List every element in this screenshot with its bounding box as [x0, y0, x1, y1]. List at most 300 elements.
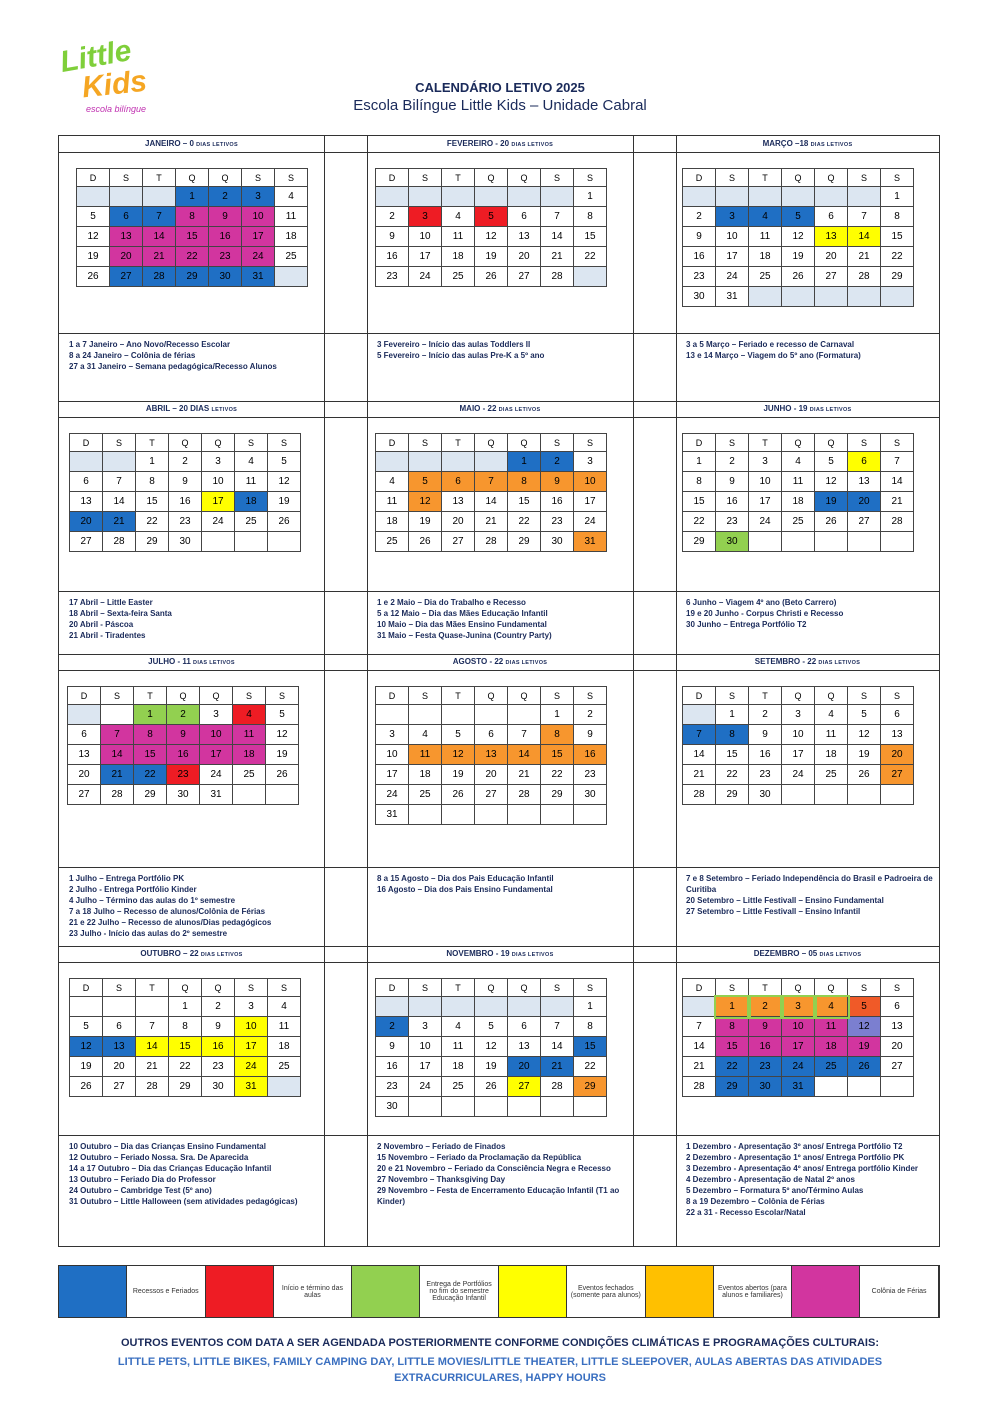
- month-title: [676, 136, 939, 153]
- day-cell: 23: [376, 267, 409, 287]
- weekday-header: S: [881, 979, 914, 997]
- month-block: [59, 946, 324, 1248]
- month-notes: [377, 339, 627, 361]
- day-cell: 30: [376, 1097, 409, 1117]
- day-cell: 9: [749, 1017, 782, 1037]
- week-row: [376, 997, 607, 1017]
- header-divider: [633, 670, 676, 671]
- day-cell: [475, 1097, 508, 1117]
- day-cell: 6: [881, 705, 914, 725]
- week-row: [376, 452, 607, 472]
- weekday-header: S: [268, 979, 301, 997]
- day-cell: 15: [508, 492, 541, 512]
- weekday-header: Q: [169, 434, 202, 452]
- day-cell: 6: [442, 472, 475, 492]
- month-notes: [686, 339, 933, 361]
- day-cell: [848, 1077, 881, 1097]
- note-item: 1 a 7 Janeiro – Ano Novo/Recesso Escolar: [69, 340, 231, 349]
- weekday-header: S: [268, 434, 301, 452]
- weekday-header: D: [77, 169, 110, 187]
- day-cell: 9: [202, 1017, 235, 1037]
- day-cell: 16: [167, 745, 200, 765]
- note-item: 20 Abril - Páscoa: [69, 620, 134, 629]
- day-cell: 18: [442, 247, 475, 267]
- day-cell: 25: [235, 512, 268, 532]
- weekday-header: T: [136, 979, 169, 997]
- day-cell: [442, 452, 475, 472]
- month-suffix: DIAS LETIVOS: [200, 952, 243, 958]
- weekday-header: T: [442, 434, 475, 452]
- weekday-header: S: [275, 169, 308, 187]
- weekday-header: Q: [815, 687, 848, 705]
- day-cell: 23: [202, 1057, 235, 1077]
- week-row: [376, 532, 607, 552]
- day-cell: 7: [848, 207, 881, 227]
- weekday-header: Q: [508, 434, 541, 452]
- day-cell: [881, 287, 914, 307]
- day-cell: 28: [881, 512, 914, 532]
- day-cell: 7: [475, 472, 508, 492]
- day-cell: [574, 805, 607, 825]
- day-cell: 22: [574, 247, 607, 267]
- day-cell: 10: [782, 1017, 815, 1037]
- day-cell: 26: [782, 267, 815, 287]
- month-suffix: DIAS LETIVOS: [196, 142, 238, 148]
- month-notes: [69, 1141, 318, 1207]
- day-cell: 27: [68, 785, 101, 805]
- day-cell: 6: [508, 1017, 541, 1037]
- day-cell: [101, 705, 134, 725]
- day-cell: 20: [70, 512, 103, 532]
- week-row: [683, 785, 914, 805]
- header-divider: [324, 417, 367, 418]
- legend-label: Entrega de Portfólios no fim do semestre Educação Infantil: [420, 1266, 499, 1317]
- week-row: [376, 1097, 607, 1117]
- notes-divider: [59, 333, 324, 334]
- month-calendar: [682, 168, 914, 307]
- day-cell: [508, 1097, 541, 1117]
- note-item: 12 Outubro – Feriado Nossa. Sra. De Aparecida: [69, 1153, 249, 1162]
- day-cell: 17: [782, 745, 815, 765]
- day-cell: 6: [508, 207, 541, 227]
- day-cell: 19: [475, 247, 508, 267]
- day-cell: 5: [782, 207, 815, 227]
- day-cell: 5: [442, 725, 475, 745]
- day-cell: 24: [782, 765, 815, 785]
- day-cell: 12: [442, 745, 475, 765]
- week-row: [376, 1057, 607, 1077]
- day-cell: 9: [376, 227, 409, 247]
- day-cell: [266, 785, 299, 805]
- day-cell: 19: [848, 1037, 881, 1057]
- week-row: [376, 247, 607, 267]
- month-title: [59, 654, 324, 671]
- day-cell: 2: [749, 705, 782, 725]
- day-cell: 19: [268, 492, 301, 512]
- day-cell: 23: [574, 765, 607, 785]
- weekday-header: S: [235, 979, 268, 997]
- day-cell: 24: [376, 785, 409, 805]
- day-cell: 10: [749, 472, 782, 492]
- day-cell: 13: [475, 745, 508, 765]
- month-title: [367, 654, 633, 671]
- month-suffix: DIAS LETIVOS: [809, 407, 852, 413]
- weekday-header: Q: [782, 687, 815, 705]
- note-item: 27 Novembro – Thanksgiving Day: [377, 1175, 506, 1184]
- day-cell: [782, 187, 815, 207]
- day-cell: 24: [409, 267, 442, 287]
- day-cell: 12: [70, 1037, 103, 1057]
- month-calendar: [69, 978, 301, 1097]
- weekday-header: Q: [508, 979, 541, 997]
- weekday-header: D: [376, 434, 409, 452]
- day-cell: 13: [68, 745, 101, 765]
- week-row: [683, 532, 914, 552]
- day-cell: [848, 287, 881, 307]
- month-notes: [377, 1141, 627, 1207]
- day-cell: 13: [508, 227, 541, 247]
- day-cell: 25: [376, 532, 409, 552]
- weekday-header: Q: [815, 979, 848, 997]
- month-calendar: [682, 686, 914, 805]
- notes-divider: [633, 1135, 676, 1136]
- day-cell: 19: [782, 247, 815, 267]
- day-cell: [749, 532, 782, 552]
- day-cell: 25: [815, 1057, 848, 1077]
- weekday-header: S: [574, 979, 607, 997]
- day-cell: 29: [881, 267, 914, 287]
- day-cell: 18: [233, 745, 266, 765]
- day-cell: 25: [749, 267, 782, 287]
- day-cell: 18: [376, 512, 409, 532]
- page-title: CALENDÁRIO LETIVO 2025: [415, 80, 585, 95]
- legend-swatch: [792, 1266, 860, 1317]
- day-cell: 20: [881, 745, 914, 765]
- weekday-header: D: [683, 687, 716, 705]
- weekday-header: Q: [782, 979, 815, 997]
- weekday-header: T: [134, 687, 167, 705]
- note-item: 29 Novembro – Festa de Encerramento Educação Infantil (T1 ao Kinder): [377, 1186, 620, 1206]
- notes-divider: [367, 591, 633, 592]
- month-name: ABRIL – 20 DIAS: [145, 404, 210, 413]
- day-cell: 27: [103, 1077, 136, 1097]
- day-cell: 2: [169, 452, 202, 472]
- day-cell: [881, 532, 914, 552]
- day-cell: 11: [235, 472, 268, 492]
- day-cell: 29: [508, 532, 541, 552]
- day-cell: 10: [409, 1037, 442, 1057]
- day-cell: 17: [749, 492, 782, 512]
- day-cell: [782, 785, 815, 805]
- day-cell: 20: [881, 1037, 914, 1057]
- header-divider: [633, 417, 676, 418]
- week-row: [376, 1017, 607, 1037]
- week-row: [683, 207, 914, 227]
- day-cell: 24: [749, 512, 782, 532]
- note-item: 3 Dezembro - Apresentação 4º anos/ Entrega portfólio Kinder: [686, 1164, 919, 1173]
- day-cell: 11: [815, 725, 848, 745]
- day-cell: [409, 452, 442, 472]
- month-title: [367, 946, 633, 963]
- weekday-header: Q: [169, 979, 202, 997]
- day-cell: 25: [233, 765, 266, 785]
- week-row: [376, 492, 607, 512]
- note-item: 19 e 20 Junho - Corpus Christi e Recesso: [686, 609, 844, 618]
- day-cell: [848, 532, 881, 552]
- day-cell: 17: [376, 765, 409, 785]
- month-notes: [69, 339, 318, 372]
- day-cell: 31: [235, 1077, 268, 1097]
- month-title: [676, 654, 939, 671]
- day-cell: 18: [815, 745, 848, 765]
- day-cell: 6: [881, 997, 914, 1017]
- month-notes: [377, 597, 627, 641]
- week-row: [70, 1017, 301, 1037]
- weekday-header: D: [68, 687, 101, 705]
- weekday-header: S: [235, 434, 268, 452]
- day-cell: 7: [881, 452, 914, 472]
- day-cell: [202, 532, 235, 552]
- day-cell: 5: [475, 1017, 508, 1037]
- week-row: [376, 472, 607, 492]
- weekday-header: S: [541, 434, 574, 452]
- month-notes: [69, 873, 318, 939]
- note-item: 23 Julho - Início das aulas do 2º semestre: [69, 929, 228, 938]
- week-row: [376, 1037, 607, 1057]
- day-cell: 9: [169, 472, 202, 492]
- month-suffix: DIAS LETIVOS: [819, 952, 862, 958]
- note-item: 1 Julho – Entrega Portfólio PK: [69, 874, 185, 883]
- day-cell: 22: [716, 1057, 749, 1077]
- weekday-header: Q: [782, 169, 815, 187]
- day-cell: 1: [716, 997, 749, 1017]
- day-cell: 22: [683, 512, 716, 532]
- day-cell: 12: [848, 725, 881, 745]
- day-cell: 8: [881, 207, 914, 227]
- day-cell: 26: [409, 532, 442, 552]
- week-row: [683, 287, 914, 307]
- day-cell: 3: [716, 207, 749, 227]
- day-cell: 9: [749, 725, 782, 745]
- day-cell: 4: [409, 725, 442, 745]
- day-cell: 6: [103, 1017, 136, 1037]
- day-cell: [815, 532, 848, 552]
- notes-divider: [633, 867, 676, 868]
- day-cell: 19: [77, 247, 110, 267]
- day-cell: 1: [716, 705, 749, 725]
- day-cell: 16: [376, 1057, 409, 1077]
- day-cell: 22: [136, 512, 169, 532]
- footer-title: OUTROS EVENTOS COM DATA A SER AGENDADA POSTERIORMENTE CONFORME CONDIÇÕES CLIMÁTICAS E PROGRAMAÇÕES CULTURAIS:: [120, 1337, 879, 1349]
- day-cell: 30: [202, 1077, 235, 1097]
- month-name: MAIO - 22: [459, 404, 497, 413]
- day-cell: 12: [475, 227, 508, 247]
- day-cell: 23: [683, 267, 716, 287]
- month-suffix: DIAS LETIVOS: [505, 660, 548, 666]
- week-row: [683, 745, 914, 765]
- day-cell: 14: [541, 227, 574, 247]
- note-item: 2 Dezembro - Apresentação 1º anos/ Entrega Portfólio PK: [686, 1153, 905, 1162]
- month-title: [59, 136, 324, 153]
- day-cell: [848, 785, 881, 805]
- weekday-header: S: [409, 434, 442, 452]
- day-cell: 23: [749, 765, 782, 785]
- day-cell: 6: [110, 207, 143, 227]
- day-cell: [268, 1077, 301, 1097]
- note-item: 13 e 14 Março – Viagem do 5º ano (Formatura): [686, 351, 861, 360]
- weekday-header: T: [749, 687, 782, 705]
- day-cell: 2: [376, 1017, 409, 1037]
- legend-swatch: [352, 1266, 420, 1317]
- weekday-header: D: [376, 979, 409, 997]
- page-subtitle: Escola Bilíngue Little Kids – Unidade Cabral: [353, 97, 647, 114]
- week-row: [683, 1017, 914, 1037]
- day-cell: 18: [275, 227, 308, 247]
- month-block: [676, 654, 939, 946]
- day-cell: 13: [815, 227, 848, 247]
- day-cell: [68, 705, 101, 725]
- day-cell: 13: [881, 1017, 914, 1037]
- day-cell: 1: [683, 452, 716, 472]
- day-cell: 4: [268, 997, 301, 1017]
- day-cell: 5: [409, 472, 442, 492]
- day-cell: [70, 997, 103, 1017]
- day-cell: 24: [716, 267, 749, 287]
- day-cell: 12: [815, 472, 848, 492]
- day-cell: [442, 1097, 475, 1117]
- week-row: [376, 725, 607, 745]
- day-cell: 18: [749, 247, 782, 267]
- day-cell: 21: [848, 247, 881, 267]
- day-cell: [881, 1077, 914, 1097]
- day-cell: 15: [574, 1037, 607, 1057]
- day-cell: 27: [848, 512, 881, 532]
- day-cell: 17: [409, 1057, 442, 1077]
- day-cell: 9: [716, 472, 749, 492]
- day-cell: 29: [574, 1077, 607, 1097]
- day-cell: 20: [815, 247, 848, 267]
- weekday-header: Q: [202, 979, 235, 997]
- note-item: 8 a 24 Janeiro – Colônia de férias: [69, 351, 196, 360]
- day-cell: [268, 532, 301, 552]
- day-cell: 16: [202, 1037, 235, 1057]
- day-cell: 23: [376, 1077, 409, 1097]
- day-cell: 7: [683, 725, 716, 745]
- day-cell: 23: [167, 765, 200, 785]
- day-cell: 27: [110, 267, 143, 287]
- day-cell: [881, 785, 914, 805]
- day-cell: 14: [103, 492, 136, 512]
- day-cell: 5: [70, 1017, 103, 1037]
- header-divider: [633, 962, 676, 963]
- day-cell: 28: [541, 1077, 574, 1097]
- day-cell: 7: [103, 472, 136, 492]
- day-cell: 21: [475, 512, 508, 532]
- day-cell: 14: [101, 745, 134, 765]
- day-cell: 14: [881, 472, 914, 492]
- day-cell: 2: [716, 452, 749, 472]
- notes-divider: [676, 333, 939, 334]
- month-notes: [686, 1141, 933, 1218]
- legend-swatch: [499, 1266, 567, 1317]
- week-row: [70, 1037, 301, 1057]
- weekday-header: D: [376, 687, 409, 705]
- day-cell: 10: [242, 207, 275, 227]
- day-cell: 11: [815, 1017, 848, 1037]
- day-cell: [235, 532, 268, 552]
- day-cell: [508, 705, 541, 725]
- legend-swatch: [206, 1266, 274, 1317]
- day-cell: 17: [200, 745, 233, 765]
- day-cell: 5: [848, 997, 881, 1017]
- note-item: 20 e 21 Novembro – Feriado da Consciência Negra e Recesso: [377, 1164, 611, 1173]
- day-cell: 29: [134, 785, 167, 805]
- day-cell: 5: [268, 452, 301, 472]
- day-cell: 18: [442, 1057, 475, 1077]
- weekday-header: S: [409, 687, 442, 705]
- footer-events-line1: LITTLE PETS, LITTLE BIKES, FAMILY CAMPING DAY, LITTLE MOVIES/LITTLE THEATER, LITTLE SLEEPOVER, AULAS ABERTAS DAS ATIVIDADES: [117, 1356, 883, 1368]
- day-cell: 24: [782, 1057, 815, 1077]
- day-cell: 26: [848, 1057, 881, 1077]
- month-block: [59, 654, 324, 946]
- day-cell: 29: [541, 785, 574, 805]
- note-item: 16 Agosto – Dia dos Pais Ensino Fundamental: [377, 885, 553, 894]
- day-cell: 24: [200, 765, 233, 785]
- week-row: [68, 725, 299, 745]
- day-cell: 30: [749, 1077, 782, 1097]
- legend-label: Colônia de Férias: [860, 1266, 939, 1317]
- day-cell: 15: [716, 745, 749, 765]
- day-cell: [442, 187, 475, 207]
- day-cell: 20: [475, 765, 508, 785]
- day-cell: [508, 997, 541, 1017]
- month-title: [59, 946, 324, 963]
- day-cell: 21: [881, 492, 914, 512]
- day-cell: 3: [409, 207, 442, 227]
- day-cell: [782, 532, 815, 552]
- day-cell: 28: [103, 532, 136, 552]
- weekday-header: D: [683, 979, 716, 997]
- weekday-header: Q: [508, 687, 541, 705]
- day-cell: 13: [70, 492, 103, 512]
- day-cell: [376, 452, 409, 472]
- day-cell: [442, 705, 475, 725]
- note-item: 13 Outubro – Feriado Dia do Professor: [69, 1175, 216, 1184]
- month-title: [676, 946, 939, 963]
- day-cell: 17: [409, 247, 442, 267]
- day-cell: 9: [574, 725, 607, 745]
- day-cell: 14: [508, 745, 541, 765]
- day-cell: 12: [782, 227, 815, 247]
- day-cell: 21: [541, 1057, 574, 1077]
- week-row: [683, 512, 914, 532]
- weekday-header: S: [409, 169, 442, 187]
- footer-events: [0, 1354, 1000, 1386]
- notes-divider: [367, 333, 633, 334]
- day-cell: [683, 187, 716, 207]
- note-item: 1 Dezembro - Apresentação 3º anos/ Entrega Portfólio T2: [686, 1142, 903, 1151]
- grid-divider: [324, 136, 325, 1246]
- month-name: SETEMBRO - 22: [754, 657, 817, 666]
- weekday-header: S: [574, 169, 607, 187]
- day-cell: 12: [409, 492, 442, 512]
- month-title: [367, 401, 633, 418]
- month-calendar: [76, 168, 308, 287]
- day-cell: 29: [176, 267, 209, 287]
- day-cell: [475, 997, 508, 1017]
- day-cell: 4: [275, 187, 308, 207]
- day-cell: 14: [475, 492, 508, 512]
